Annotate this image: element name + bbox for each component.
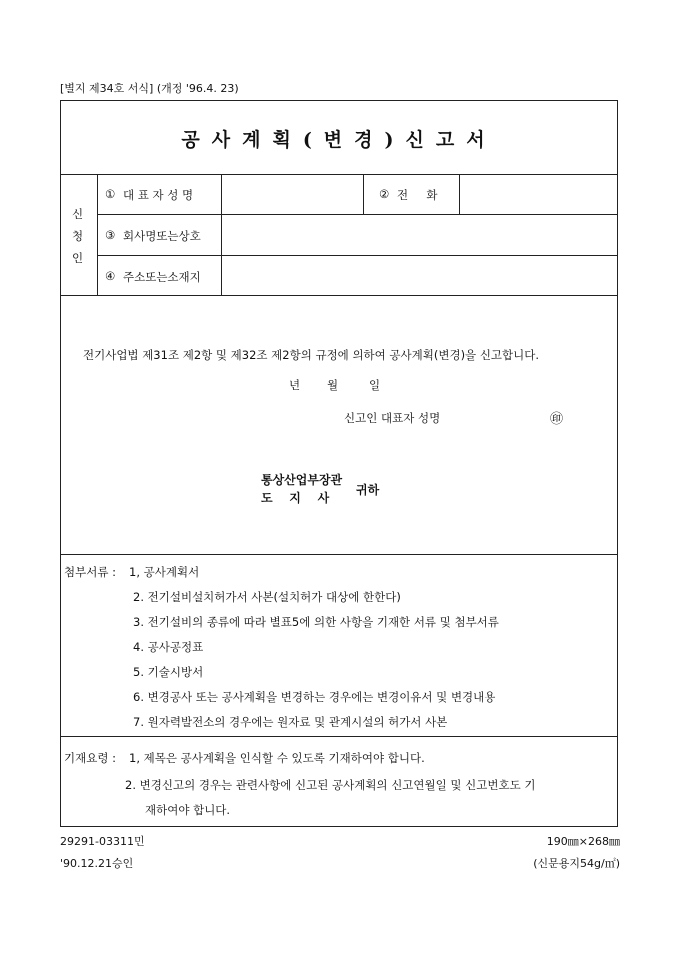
paper-type: (신문용지54g/㎡)	[533, 857, 620, 870]
paper-size: 190㎜×268㎜	[546, 835, 620, 848]
attachment-item: 6. 변경공사 또는 공사계획을 변경하는 경우에는 변경이유서 및 변경내용	[133, 690, 496, 704]
applicant-label-char: 인	[72, 251, 84, 265]
company-name-label: 회사명또는상호	[123, 229, 201, 243]
page-title: 공사계획(변경)신고서	[181, 129, 497, 151]
declaration-text: 전기사업법 제31조 제2항 및 제32조 제2항의 규정에 의하여 공사계획(변경)을 신고합니다.	[83, 348, 540, 362]
row-number: ①	[105, 187, 116, 201]
divider	[61, 295, 617, 296]
form-box	[60, 100, 618, 827]
seal-mark: ㊞	[550, 412, 564, 427]
attachments-label: 첨부서류 :	[64, 565, 116, 579]
attachment-item: 2. 전기설비설치허가서 사본(설치허가 대상에 한한다)	[133, 590, 401, 604]
divider	[97, 174, 98, 295]
form-label: [별지 제34호 서식] (개정 '96.4. 23)	[60, 82, 239, 95]
recipient-governor: 도 지 사	[261, 491, 330, 505]
date-year: 년	[289, 378, 301, 392]
address-label: 주소또는소재지	[123, 270, 201, 284]
signer-label: 신고인 대표자 성명	[344, 411, 441, 425]
row-number: ③	[105, 228, 116, 242]
date-day: 일	[369, 378, 381, 392]
attachment-item: 4. 공사공정표	[133, 640, 204, 654]
instruction-item: 1, 제목은 공사계획을 인식할 수 있도록 기재하여야 합니다.	[129, 751, 425, 765]
representative-name-label: 대 표 자 성 명	[123, 188, 194, 202]
date-month: 월	[327, 378, 339, 392]
instructions-label: 기재요령 :	[64, 751, 116, 765]
row-number: ④	[105, 269, 116, 283]
approval-date: '90.12.21승인	[60, 857, 134, 870]
attachment-item: 1, 공사계획서	[129, 565, 200, 579]
divider	[97, 214, 617, 215]
phone-label: 전 화	[397, 188, 438, 202]
attachment-item: 3. 전기설비의 종류에 따라 별표5에 의한 사항을 기재한 서류 및 첨부서류	[133, 615, 499, 629]
honorific: 귀하	[356, 483, 380, 497]
instruction-item-continued: 재하여야 합니다.	[145, 803, 231, 817]
divider	[459, 174, 460, 214]
applicant-label-char: 신	[72, 207, 84, 221]
applicant-label-char: 청	[72, 229, 84, 243]
divider	[61, 736, 617, 737]
divider	[221, 174, 222, 295]
attachment-item: 5. 기술시방서	[133, 665, 204, 679]
form-code: 29291-03311민	[60, 835, 145, 848]
instruction-item: 2. 변경신고의 경우는 관련사항에 신고된 공사계획의 신고연월일 및 신고번호도 기	[125, 778, 536, 792]
recipient-minister: 통상산업부장관	[261, 473, 343, 487]
row-number: ②	[379, 187, 390, 201]
divider	[363, 174, 364, 214]
divider	[97, 255, 617, 256]
attachment-item: 7. 원자력발전소의 경우에는 원자료 및 관계시설의 허가서 사본	[133, 715, 448, 729]
divider	[61, 174, 617, 175]
divider	[61, 554, 617, 555]
